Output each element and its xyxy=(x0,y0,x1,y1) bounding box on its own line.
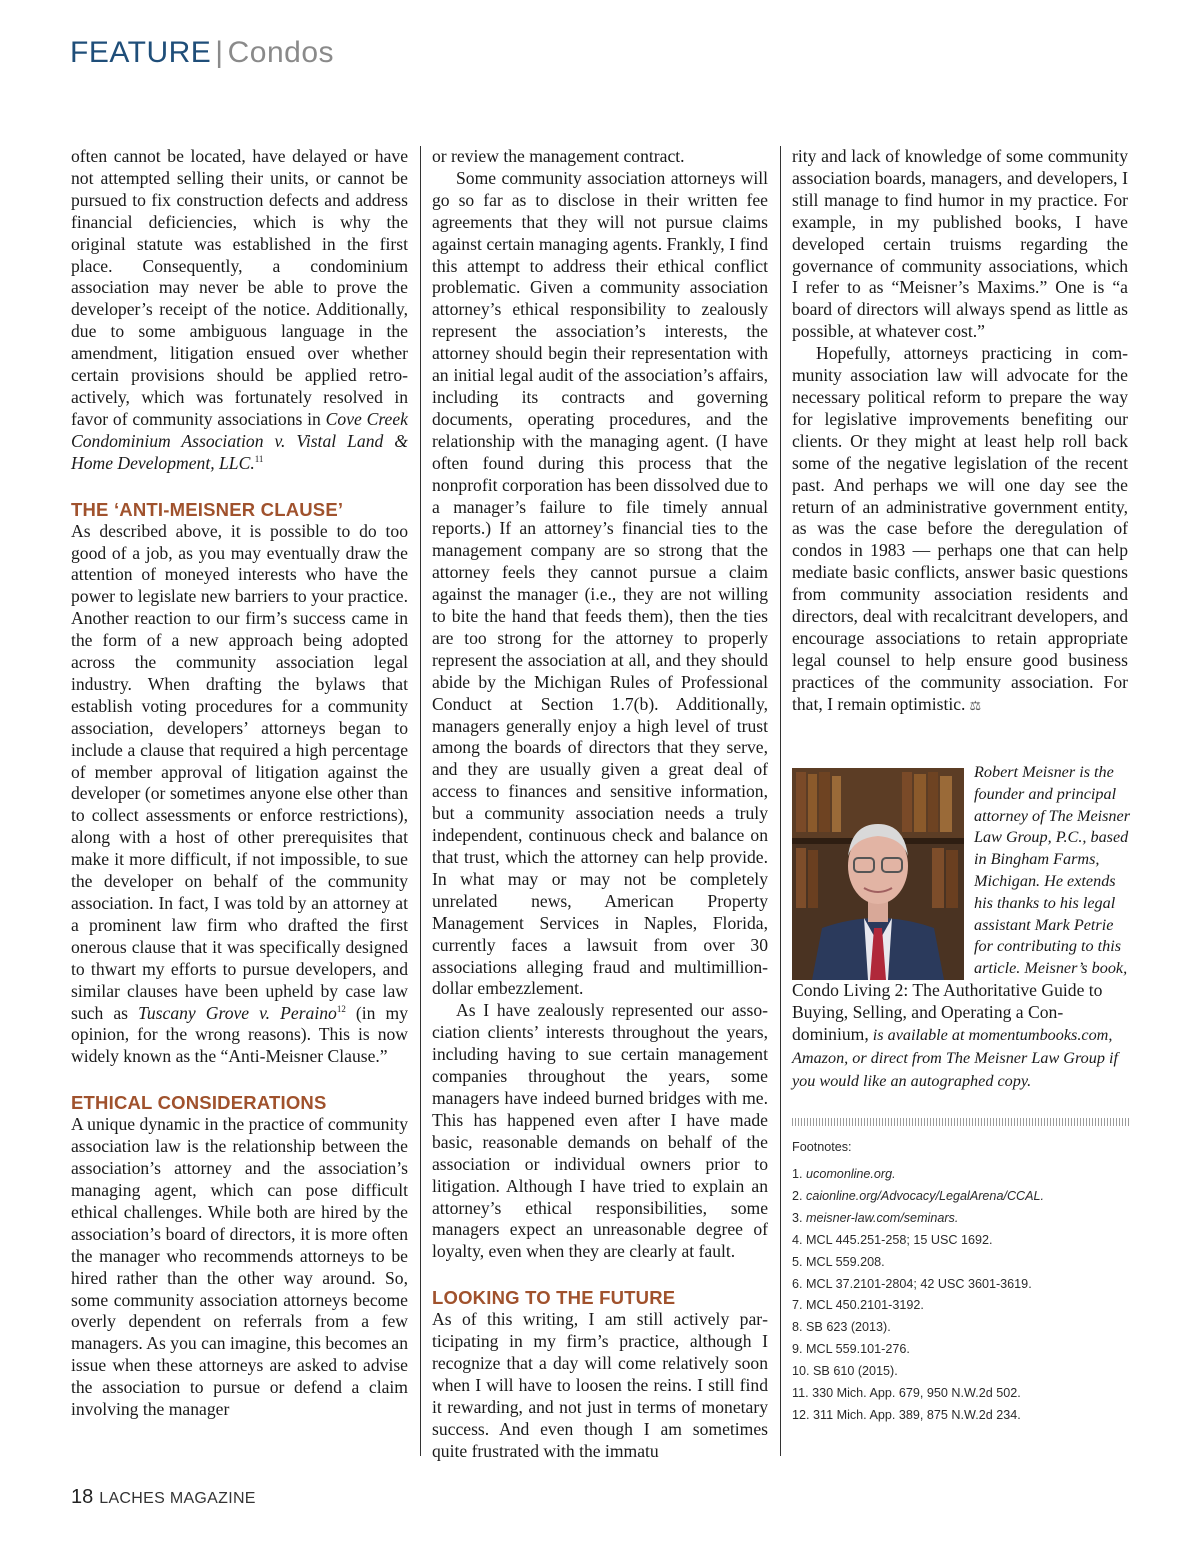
paragraph: or review the management contract. xyxy=(432,146,685,166)
footnote-number: 6. xyxy=(792,1276,803,1291)
footnote-ref: 11 xyxy=(254,453,264,464)
column-divider xyxy=(420,146,421,1456)
footnote-text: 330 Mich. App. 679, 950 N.W.2d 502. xyxy=(812,1386,1021,1401)
subheading: LOOKING TO THE FUTURE xyxy=(432,1287,676,1309)
paragraph: often cannot be located, have delayed or have not attempted selling their units, or cannot be pursued to fix construction defects and address financial deficiencies, which is why the original statute was established in the first place. Consequently, a condominium association may never be able to prove the developer’s receipt of the notice. Additionally, due to some ambiguous language in the amendment, litigation ensued over whether certain provisions should be applied retroactively, which was fortunately resolved in favor of community associations in Cove Creek Condominium Association v. Vistal Land & Home Development, LLC.$^{11}$ xyxy=(71,146,408,473)
case-citation: Tuscany Grove v. Peraino xyxy=(138,1002,337,1023)
paragraph: Some community association attorneys will go so far as to disclose in their written fee agreements that they will not pursue claims against certain managing agents. Frankly, I find this attempt to address their ethical conflict problematic. Given a community association attorney’s ethical responsibility to zealously represent the association’s interests, the attorney should begin their representation with an initial legal audit of the association’s affairs, including its contracts and governing documents, operating procedures, and the relationship with the managing agent. (I have often found during this process that the nonprofit corporation has been dissolved due to a manager’s failure to file timely annual reports.) If an attorney’s financial ties to the management company are so strong that the attorney feels they cannot pursue a claim against the manager (i.e., they are not willing to bite the hand that feeds them), then the ties are too strong for the attorney to properly represent the association at all, and they should abide by the Michigan Rules of Professional Conduct at Section 1.7(b). Additionally, managers generally enjoy a high level of trust among the boards of directors that they serve, and they are usually given a great deal of access to finances and sensitive information, but a community association needs a truly independent, continuous check and balance on that trust, which the attorney can help provide. In what may or may not be completely unrelated news, American Property Management Services in Naples, Florida, currently faces a lawsuit from over 30 associations alleging fraud and multimillion-dollar embezzlement. xyxy=(432,167,768,999)
footnote-number: 1. xyxy=(792,1167,803,1181)
footnote-text[interactable]: caionline.org/Advocacy/LegalArena/CCAL. xyxy=(806,1188,1045,1203)
paragraph: As I have zealously represented our association clients’ interests throughout the years, including having to sue certain management companies throughout the years, some managers have indeed burned bridges with me. This has happened even after I have made basic, reasonable demands on behalf of the association or individual owners prior to litigation. Although I have tried to explain an attorney’s ethical responsibilities, some managers expect an unreasonable degree of loyalty, even when they are clearly at fault. xyxy=(432,1000,768,1262)
footnote-item xyxy=(792,1164,1132,1186)
footnote-text: MCL 37.2101-2804; 42 USC 3601-3619. xyxy=(806,1276,1032,1291)
column-divider xyxy=(780,146,781,1456)
footnote-text: SB 610 (2015). xyxy=(813,1364,898,1379)
footnote-ref: 12 xyxy=(336,1003,346,1014)
footnote-number: 9. xyxy=(792,1342,803,1357)
paragraph: rity and lack of knowledge of some community association boards, managers, and developers, I still manage to find humor in my practice. For example, in my published books, I have developed certain truisms regarding the governance of community associations, which I refer to as “Meisner’s Maxims.” One is “a board of directors will always spend as little as possible, at whatever cost.” xyxy=(792,146,1128,342)
subheading: ETHICAL CONSIDERATIONS xyxy=(71,1092,327,1114)
footnote-item xyxy=(792,1339,1132,1361)
header-separator: | xyxy=(215,36,224,69)
book-title: Condo Living 2: The Authoritative Guide to Buying, Selling, and Operating a Condominium, xyxy=(792,980,1103,1044)
magazine-name: LACHES MAGAZINE xyxy=(99,1490,256,1507)
subheading: THE ‘ANTI-MEISNER CLAUSE’ xyxy=(71,498,344,520)
page-footer xyxy=(71,1486,256,1509)
footnote-text[interactable]: ucomonline.org. xyxy=(806,1167,896,1181)
footnote-number: 2. xyxy=(792,1188,803,1203)
paragraph: Hopefully, attorneys practicing in community association law will advocate for the necessary political reform to prepare the way for legislative improvements benefiting our clients. Or they might at least help roll back some of the negative legislation of the recent past. And perhaps we will one day see the return of an administrative government entity, as was the case before the deregulation of condos in 1983 — perhaps one that can help mediate basic conflicts, answer basic questions from community association residents and directors, deal with recalcitrant developers, and encourage associations to retain appropriate legal counsel to help ensure good business practices of the community association. For that, I remain optimistic. ⚖ xyxy=(792,343,1128,714)
footnote-item xyxy=(792,1405,1132,1427)
paragraph: As described above, it is possible to do too good of a job, as you may eventually draw the attention of moneyed interests who have the power to legislate new barriers to your practice. Another reaction to our firm’s success came in the form of a new approach being adopted across the community association legal industry. When drafting the bylaws that establish voting procedures for a community association, developers’ attorneys began to include a clause that required a high percentage of member approval of litigation against the developer (or sometimes anyone else other than to collect assessments or enforce restrictions), along with a host of other prerequisites that make it more difficult, if not impossible, to sue the developer on behalf of the community association. In fact, I was told by an attorney at a prominent law firm who drafted the first onerous clause that it was specifically designed to thwart my efforts to pursue developers, and similar clauses have been upheld by case law such as Tuscany Grove v. Peraino$^{12}$ (in my opinion, for the wrong reasons). This is now widely known as the “Anti-Meisner Clause.” xyxy=(71,520,409,1067)
footnote-item xyxy=(792,1317,1132,1339)
footnote-item xyxy=(792,1208,1132,1230)
bio-caption: Robert Meisner is the founder and principal attorney of The Meisner Law Group, P.C., based in Bingham Farms, Michigan. He extends his thanks to his legal assistant Mark Petrie for contributing to this article. Meisner’s book, xyxy=(974,763,1131,978)
paragraph: As of this writing, I am still actively participating in my firm’s practice, although I recognize that a day will come relatively soon when I will have to loosen the reins. I still find it rewarding, and not just in terms of monetary success. And even though I am sometimes quite frustrated with the immatu xyxy=(432,1309,768,1461)
footnote-text: MCL 450.2101-3192. xyxy=(806,1298,924,1313)
footnote-list xyxy=(792,1164,1132,1427)
section-label: FEATURE xyxy=(70,36,212,69)
subsection-label: Condos xyxy=(227,36,334,69)
footnote-text: SB 623 (2013). xyxy=(806,1320,891,1335)
footnote-number: 3. xyxy=(792,1210,803,1225)
footnote-number: 4. xyxy=(792,1232,803,1247)
footnote-number: 12. xyxy=(792,1407,810,1422)
footnote-number: 5. xyxy=(792,1254,803,1269)
footnote-text: MCL 559.208. xyxy=(806,1254,885,1269)
footnote-number: 11. xyxy=(792,1386,809,1401)
footnotes xyxy=(792,1138,1132,1427)
section-header xyxy=(70,36,334,70)
author-photo xyxy=(792,768,964,980)
footnote-item xyxy=(792,1230,1132,1252)
footnote-item xyxy=(792,1295,1132,1317)
footnote-number: 10. xyxy=(792,1364,810,1379)
article-column-1 xyxy=(71,146,408,1421)
footnote-item xyxy=(792,1361,1132,1383)
footnote-text: 311 Mich. App. 389, 875 N.W.2d 234. xyxy=(813,1407,1021,1422)
paragraph: A unique dynamic in the practice of community association law is the relationship between the association’s attorney and the association’s managing agent, which can pose difficult ethical challenges. While both are hired by the association’s board of directors, it is more often the manager who recommends attorneys to be hired rather than the other way around. So, some community association attorneys become overly dependent on referrals from a few managers. As you can imagine, this becomes an issue when these attorneys are asked to advise the association to pursue or defend a claim involving the manager xyxy=(71,1114,408,1420)
case-citation: Cove Creek Condominium Association v. Vistal Land & Home Development, LLC. xyxy=(71,408,408,473)
footnote-item xyxy=(792,1252,1132,1274)
footnote-text[interactable]: meisner-law.com/seminars. xyxy=(806,1210,959,1225)
footnote-item xyxy=(792,1383,1132,1405)
footnotes-heading: Footnotes: xyxy=(792,1140,852,1154)
page-number: 18 xyxy=(71,1486,94,1508)
footnote-text: MCL 445.251-258; 15 USC 1692. xyxy=(806,1232,993,1247)
footnote-item xyxy=(792,1186,1132,1208)
footnote-number: 7. xyxy=(792,1298,803,1313)
footnote-text: MCL 559.101-276. xyxy=(806,1342,910,1357)
scales-of-justice-icon: ⚖ xyxy=(969,697,982,713)
book-availability: is available at momentumbooks.com, Amazon, or direct from The Meisner Law Group if you would like an autographed copy. xyxy=(792,1025,1118,1090)
footnote-item xyxy=(792,1274,1132,1296)
book-info xyxy=(792,980,1132,1093)
dotted-divider xyxy=(792,1118,1130,1126)
article-column-2 xyxy=(432,146,768,1463)
article-column-3 xyxy=(792,146,1128,717)
footnote-number: 8. xyxy=(792,1320,803,1335)
